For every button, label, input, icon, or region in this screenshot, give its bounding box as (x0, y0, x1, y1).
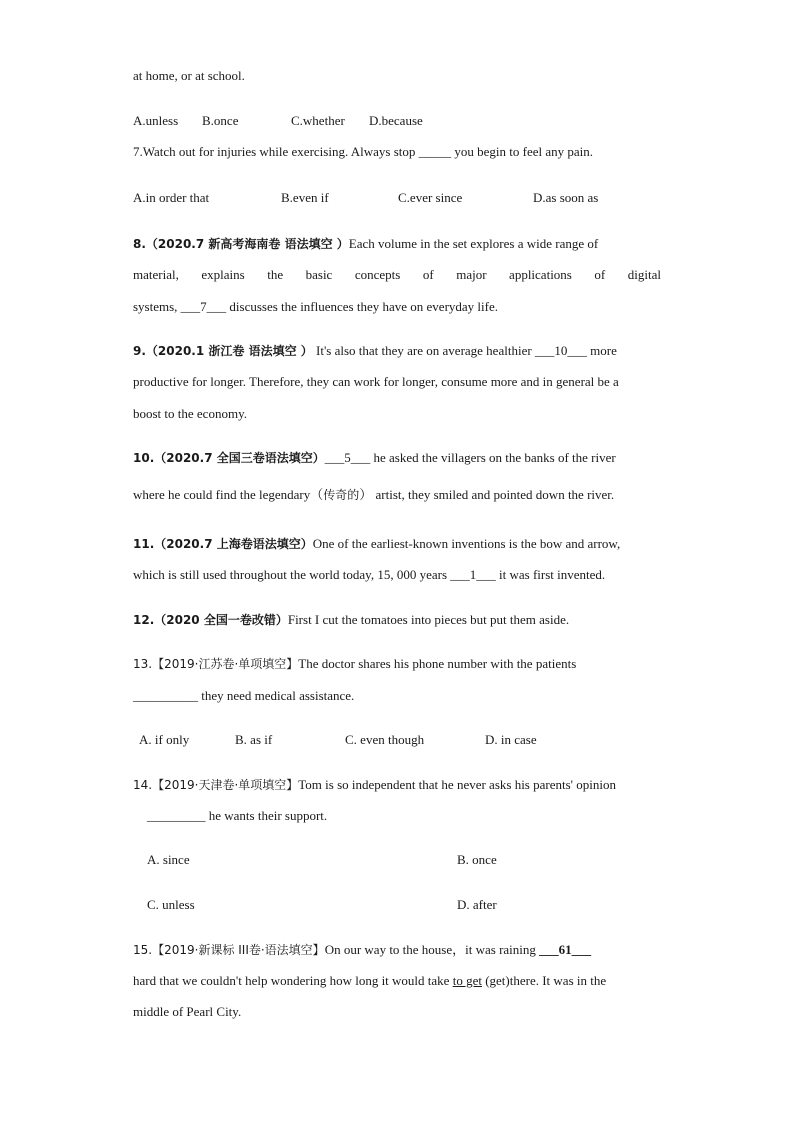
q15-line-2 (133, 972, 661, 990)
q15-underlined-answer: to get (452, 973, 482, 988)
q14-line-2 (147, 807, 675, 825)
q14-option-c: C. unless (147, 897, 195, 912)
q9-line-2: productive for longer. Therefore, they can work for longer, consume more and in general be a (133, 374, 619, 389)
q8-word: of (594, 267, 606, 282)
q9-label: 9.（2020.1 浙江卷 语法填空 ） (133, 344, 313, 358)
q15-label: 15.【2019·新课标 III卷·语法填空】 (133, 943, 325, 957)
q6-option-c: C.whether (291, 113, 345, 128)
q13-blank: __________ (133, 688, 198, 703)
q12-text: First I cut the tomatoes into pieces but put them aside. (287, 612, 570, 627)
q13-option-a: A. if only (139, 732, 190, 747)
q8-line-1 (133, 235, 661, 253)
q9-line-3: boost to the economy. (133, 406, 247, 421)
q8-text-1: Each volume in the set explores a wide range of (348, 236, 599, 251)
q15-line-1 (133, 941, 661, 959)
q11-label: 11.（2020.7 上海卷语法填空） (133, 537, 313, 551)
q11-blank: ___1___ (450, 567, 496, 582)
q13-line-1 (133, 655, 661, 673)
q10-line-1 (133, 449, 661, 467)
q14-text-2: he wants their support. (205, 808, 328, 823)
q7-option-c: C.ever since (398, 190, 463, 205)
q8-word: basic (305, 267, 333, 282)
q8-blank: ___7___ (180, 299, 227, 314)
q8-word: concepts (354, 267, 401, 282)
q8-word: the (267, 267, 284, 282)
q10-text-2b: ） artist, they smiled and pointed down the river. (359, 487, 615, 502)
q9-text-1b: more (586, 343, 617, 358)
q11-line-1 (133, 535, 661, 553)
q8-text-3a: systems, (133, 299, 181, 314)
q7-question: 7.Watch out for injuries while exercising. Always stop _____ you begin to feel any pain. (133, 144, 593, 159)
q6-option-a: A.unless (133, 113, 179, 128)
q11-line-2 (133, 566, 661, 584)
q8-line-3 (133, 298, 661, 316)
q8-text-3b: discusses the influences they have on everyday life. (226, 299, 498, 314)
q10-cjk-gloss: 传奇的 (323, 488, 360, 502)
q13-option-b: B. as if (235, 732, 273, 747)
q6-option-b: B.once (202, 113, 239, 128)
q10-line-2 (133, 486, 661, 504)
q13-text-1: The doctor shares his phone number with the patients (298, 656, 577, 671)
q7-option-a: A.in order that (133, 190, 210, 205)
q8-word: explains (201, 267, 245, 282)
q12-line (133, 611, 661, 629)
q9-line-1 (133, 342, 661, 360)
q14-line-1 (133, 776, 661, 794)
q14-option-b: B. once (457, 852, 497, 867)
q13-label: 13.【2019·江苏卷·单项填空】 (133, 657, 299, 671)
q6-option-d: D.because (369, 113, 423, 128)
q8-line-2 (133, 266, 661, 284)
q15-text-2b: (get)there. It was in the (481, 973, 607, 988)
q8-label: 8.（2020.7 新高考海南卷 语法填空 ） (133, 237, 349, 251)
q15-text-2a: hard that we couldn't help wondering how long it would take (133, 973, 453, 988)
q8-word: material, (133, 267, 179, 282)
q13-text-2: they need medical assistance. (198, 688, 355, 703)
q6-continuation: at home, or at school. (133, 68, 245, 83)
q8-word: major (456, 267, 487, 282)
q9-blank: ___10___ (534, 343, 587, 358)
q8-word: of (422, 267, 434, 282)
q14-blank: _________ (147, 808, 206, 823)
q14-option-d: D. after (457, 897, 497, 912)
q11-text-2b: it was first invented. (495, 567, 606, 582)
q14-option-a: A. since (147, 852, 190, 867)
q10-label: 10.（2020.7 全国三卷语法填空） (133, 451, 325, 465)
q15-blank: ___61___ (539, 942, 592, 957)
q13-option-c: C. even though (345, 732, 425, 747)
q7-option-b: B.even if (281, 190, 329, 205)
q14-text-1: Tom is so independent that he never asks his parents' opinion (298, 777, 616, 792)
q13-option-d: D. in case (485, 732, 537, 747)
q14-label: 14.【2019·天津卷·单项填空】 (133, 778, 299, 792)
q10-text-2a: where he could find the legendary（ (133, 487, 324, 502)
q8-word: applications (509, 267, 572, 282)
q9-text-1: It's also that they are on average healthier (312, 343, 535, 358)
q13-line-2 (133, 687, 661, 705)
q11-text-1: One of the earliest-known inventions is the bow and arrow, (312, 536, 621, 551)
q15-text-1: On our way to the house，it was raining (324, 942, 540, 957)
q12-label: 12.（2020 全国一卷改错） (133, 613, 288, 627)
q8-word: digital (627, 267, 661, 282)
q7-option-d: D.as soon as (533, 190, 599, 205)
q10-text-1: he asked the villagers on the banks of the river (370, 450, 616, 465)
q11-text-2a: which is still used throughout the world today, 15, 000 years (133, 567, 451, 582)
q15-line-3: middle of Pearl City. (133, 1004, 242, 1019)
q10-blank: ___5___ (324, 450, 371, 465)
